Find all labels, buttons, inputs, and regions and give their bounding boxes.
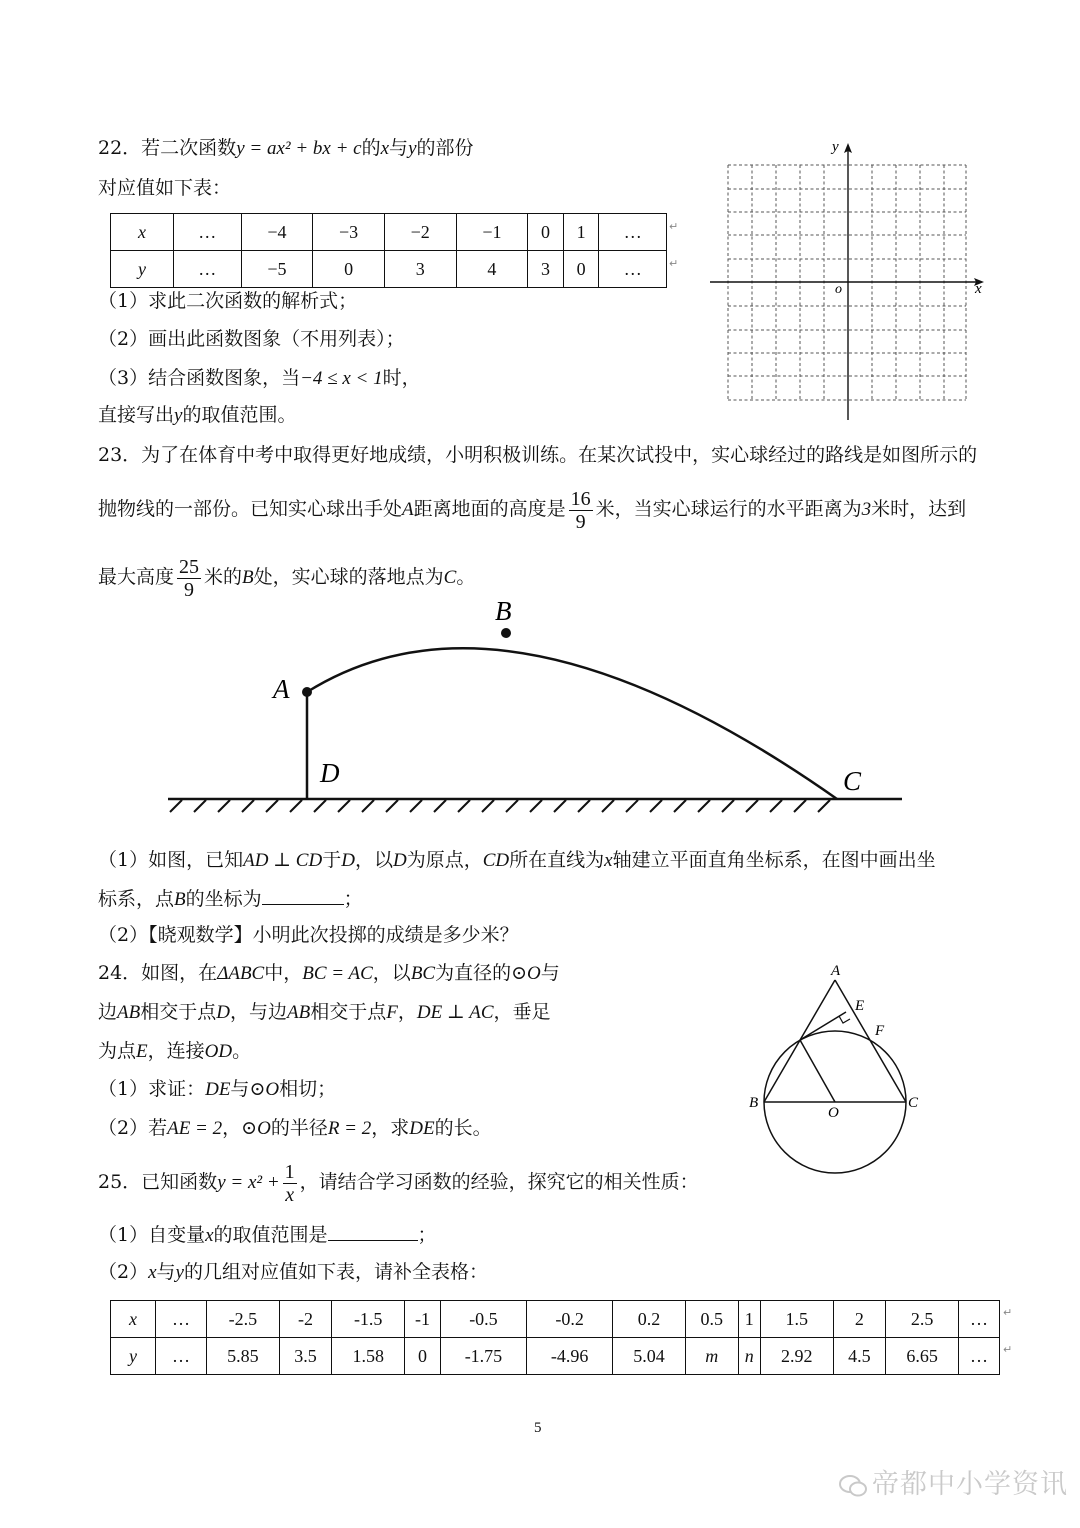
- q23-line3: 最大高度 $\frac{25}{9}$ 米的B处，实心球的落地点为C。: [98, 555, 476, 601]
- table-cell: …: [156, 1301, 207, 1338]
- table-cell: …: [959, 1301, 1000, 1338]
- table-cell: 1.5: [760, 1301, 833, 1338]
- table-cell: 5.85: [207, 1338, 280, 1375]
- table-cell: 1: [563, 214, 599, 251]
- label-B: B: [749, 1095, 759, 1111]
- q22-value-table: [110, 213, 667, 288]
- page-number: 5: [534, 1420, 542, 1436]
- q23-sub2: （2）【晓观数学】小明此次投掷的成绩是多少米？: [98, 924, 519, 946]
- table-cell: 4: [456, 251, 528, 288]
- trajectory-curve: [307, 648, 837, 799]
- q25-sub2: （2）x与y的几组对应值如下表，请补全表格：: [98, 1261, 488, 1283]
- table-cell: -1.5: [332, 1301, 405, 1338]
- point-A: [302, 687, 312, 697]
- table-cell: -1.75: [440, 1338, 526, 1375]
- table-cell: 1: [738, 1301, 760, 1338]
- watermark: 帝都中小学资讯: [838, 1462, 1068, 1501]
- q23-sub1-cont: 标系，点B的坐标为 ；: [98, 888, 363, 910]
- table-cell: 3.5: [279, 1338, 332, 1375]
- table-cell: −3: [313, 214, 385, 251]
- table-cell: 5.04: [613, 1338, 686, 1375]
- table-cell: y: [111, 1338, 156, 1375]
- label-A: A: [831, 963, 841, 979]
- table-cell: −2: [384, 214, 456, 251]
- label-C: C: [908, 1095, 919, 1111]
- table-cell: −1: [456, 214, 528, 251]
- q25-sub1: （1）自变量x的取值范围是 ；: [98, 1224, 437, 1246]
- q22-table-row-x: [111, 214, 667, 251]
- table-cell: …: [599, 214, 667, 251]
- q22-table-row-y: [111, 251, 667, 288]
- label-A: A: [273, 674, 290, 704]
- label-O: O: [828, 1105, 839, 1121]
- q25-line1: 25．已知函数y = x² + $\frac{1}{x}$ ，请结合学习函数的经验，探究它的相关性质：: [98, 1160, 699, 1206]
- q24-line1: 24．如图，在ΔABC中，BC = AC，以BC为直径的⊙O与: [98, 962, 560, 984]
- ground-hatching: [170, 800, 830, 812]
- return-mark: ↵: [1003, 1343, 1013, 1356]
- right-angle-mark: [839, 1016, 850, 1023]
- fraction-25-9: $\frac{25}{9}$: [179, 555, 200, 601]
- table-cell: 0.2: [613, 1301, 686, 1338]
- return-mark: ↵: [669, 257, 679, 270]
- q25-table-row-x: [111, 1301, 1000, 1338]
- label-E: E: [855, 998, 865, 1014]
- table-cell: …: [599, 251, 667, 288]
- table-cell: 1.58: [332, 1338, 405, 1375]
- q24-sub2: （2）若AE = 2，⊙O的半径R = 2，求DE的长。: [98, 1117, 492, 1139]
- table-cell: m: [685, 1338, 738, 1375]
- q25-table-row-y: [111, 1338, 1000, 1375]
- table-cell: x: [111, 214, 174, 251]
- segment-OD: [800, 1040, 835, 1102]
- label-C: C: [843, 766, 862, 796]
- table-cell: 0: [528, 214, 564, 251]
- table-cell: …: [174, 214, 242, 251]
- q23-line1: 23．为了在体育中考中取得更好地成绩，小明积极训练。在某次试投中，实心球经过的路线是如图所示的: [98, 444, 978, 466]
- table-cell: 4.5: [833, 1338, 886, 1375]
- return-mark: ↵: [669, 220, 679, 233]
- table-cell: 6.65: [886, 1338, 959, 1375]
- table-cell: −5: [241, 251, 313, 288]
- table-cell: …: [959, 1338, 1000, 1375]
- table-cell: -0.2: [527, 1301, 613, 1338]
- wechat-icon: [838, 1473, 868, 1499]
- q24-circle-figure: [745, 960, 945, 1180]
- label-F: F: [875, 1023, 885, 1039]
- table-cell: …: [156, 1338, 207, 1375]
- q22-sub2: （2）画出此函数图象（不用列表）；: [98, 328, 405, 350]
- table-cell: 3: [528, 251, 564, 288]
- label-D: D: [320, 758, 340, 788]
- fraction-16-9: $\frac{16}{9}$: [570, 487, 591, 533]
- answer-blank[interactable]: [328, 1222, 418, 1241]
- q24-line3: 为点E，连接OD。: [98, 1040, 252, 1062]
- q25-value-table: [110, 1300, 1000, 1375]
- y-axis-label: y: [832, 139, 839, 155]
- q23-trajectory-figure: [160, 595, 920, 825]
- table-cell: 3: [384, 251, 456, 288]
- q22-sub3: （3）结合函数图象，当−4 ≤ x < 1时，: [98, 367, 421, 389]
- table-cell: 0: [313, 251, 385, 288]
- q22-sub1: （1）求此二次函数的解析式；: [98, 290, 358, 312]
- table-cell: −4: [241, 214, 313, 251]
- q22-sub4: 直接写出y的取值范围。: [98, 404, 297, 426]
- q24-sub1: （1）求证：DE与⊙O相切；: [98, 1078, 337, 1100]
- table-cell: y: [111, 251, 174, 288]
- segment-AC: [835, 980, 906, 1102]
- q22-stem: 22．若二次函数y = ax² + bx + c的x与y的部份: [98, 137, 474, 159]
- table-cell: 2: [833, 1301, 886, 1338]
- q23-line2: 抛物线的一部份。已知实心球出手处A距离地面的高度是 $\frac{16}{9}$ 米，当实心球运行的水平距离为3米时，达到: [98, 487, 967, 533]
- q22-coordinate-grid: [700, 135, 990, 425]
- return-mark: ↵: [1003, 1306, 1013, 1319]
- x-axis-label: x: [975, 281, 982, 297]
- label-B: B: [495, 596, 512, 626]
- q23-sub1: （1）如图，已知AD ⊥ CD于D，以D为原点，CD所在直线为x轴建立平面直角坐标系，在图中画出坐: [98, 849, 936, 871]
- table-cell: -1: [405, 1301, 441, 1338]
- table-cell: 0: [563, 251, 599, 288]
- origin-label: o: [835, 282, 842, 297]
- point-B: [501, 628, 511, 638]
- table-cell: 2.5: [886, 1301, 959, 1338]
- answer-blank[interactable]: [262, 886, 344, 905]
- table-cell: 2.92: [760, 1338, 833, 1375]
- fraction-1-x: $\frac{1}{x}$: [284, 1160, 295, 1206]
- q24-line2: 边AB相交于点D，与边AB相交于点F，DE ⊥ AC，垂足: [98, 1001, 551, 1023]
- table-cell: 0: [405, 1338, 441, 1375]
- table-cell: -4.96: [527, 1338, 613, 1375]
- q22-line2: 对应值如下表：: [98, 177, 232, 199]
- table-cell: n: [738, 1338, 760, 1375]
- table-cell: …: [174, 251, 242, 288]
- table-cell: -0.5: [440, 1301, 526, 1338]
- table-cell: -2.5: [207, 1301, 280, 1338]
- table-cell: x: [111, 1301, 156, 1338]
- table-cell: 0.5: [685, 1301, 738, 1338]
- table-cell: -2: [279, 1301, 332, 1338]
